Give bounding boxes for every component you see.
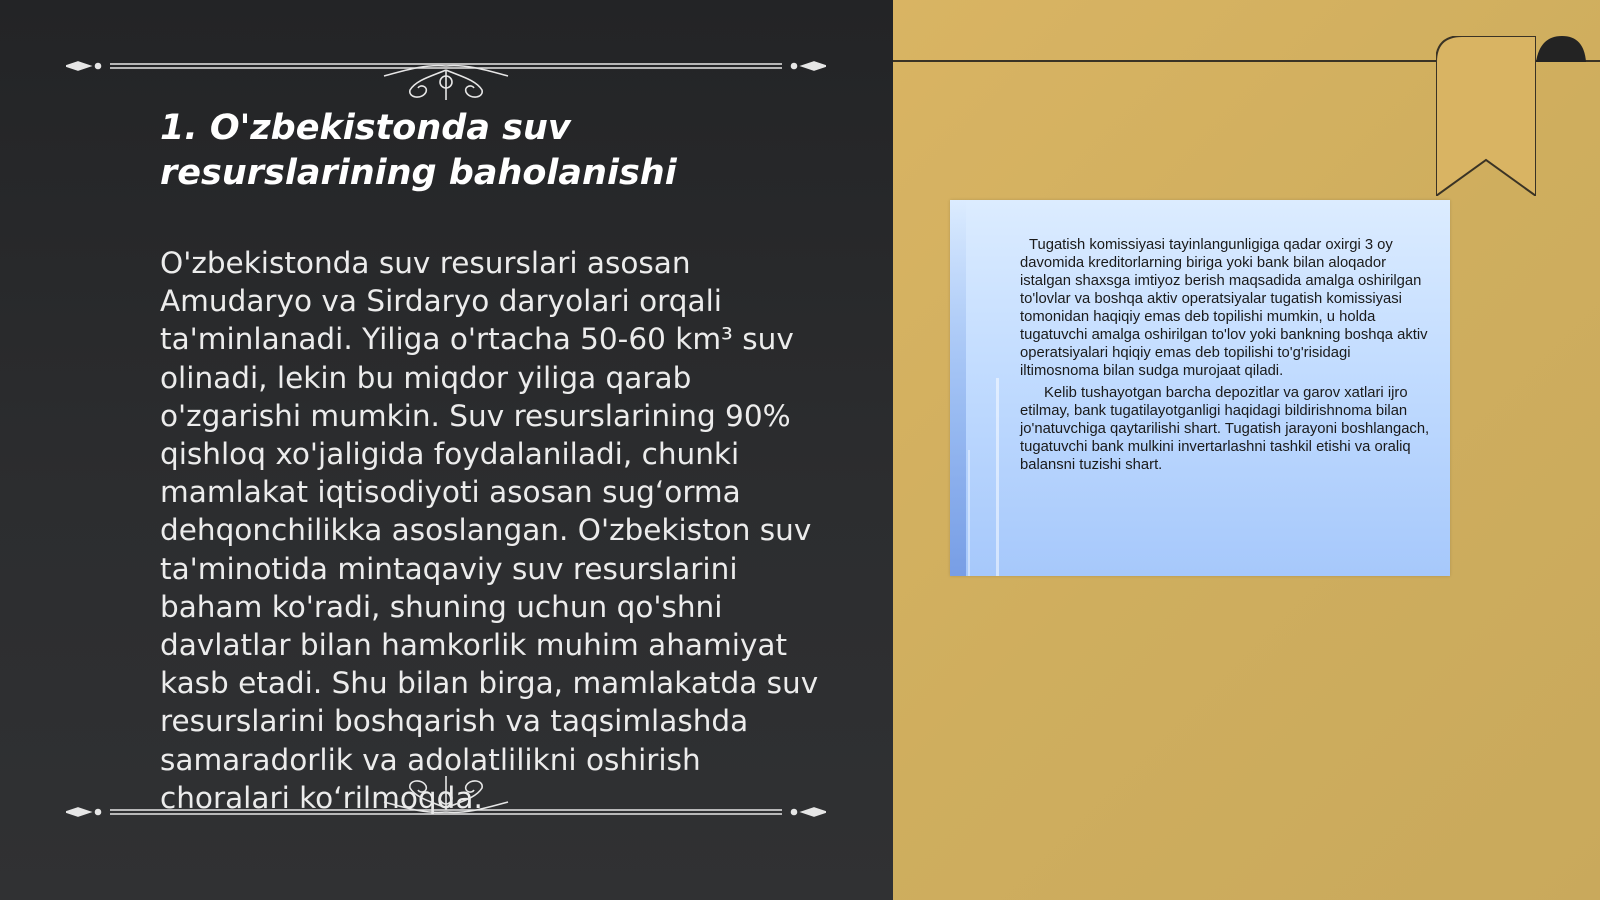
slide-title: 1. O'zbekistonda suv resurslarining baholanishi — [160, 108, 677, 193]
slide-body-text: O'zbekistonda suv resurslari asosan Amudaryo va Sirdaryo daryolari orqali ta'minlanadi. Yiliga o'rtacha 50-60 km³ suv olinadi, lekin bu miqdor yiliga qarab o'zgarishi mumkin. Suv resurslarining 90% qishloq xo'jaligida foydalaniladi, chunki mamlakat iqtisodiyoti asosan sug‘orma dehqonchilikka asoslangan. O'zbekiston suv ta'minotida mintaqaviy suv resurslarini baham ko'radi, shuning uchun qo'shni davlatlar bilan hamkorlik muhim ahamiyat kasb etadi. Shu bilan birga, mamlakatda suv resurslarini boshqarish va taqsimlashda samaradorlik va adolatlilikni oshirish choralari ko‘rilmoqda. — [160, 246, 819, 815]
document-text — [1020, 236, 1432, 474]
document-paragraph-2: Kelib tushayotgan barcha depozitlar va garov xatlari ijro etilmay, bank tugatilayotganligi haqidagi bildirishnoma bilan jo'natuvchiga qaytarilishi shart. Tugatish jarayoni boshlangach, tugatuvchi bank mulkini invertarlashni tashkil etishi va oraliq balansni tuzishi shart. — [1020, 385, 1430, 473]
ornament-divider-top-icon — [66, 50, 826, 100]
ornament-divider-bottom-icon — [66, 776, 826, 826]
bookmark-curl-icon — [1536, 36, 1586, 66]
image-edge-stripe — [950, 200, 966, 576]
document-image — [950, 200, 1450, 576]
image-light-stripe — [968, 450, 970, 576]
bookmark-ribbon-icon — [1436, 36, 1536, 196]
document-paragraph-1: Tugatish komissiyasi tayinlangunligiga qadar oxirgi 3 oy davomida kreditorlarning biriga yoki bank bilan aloqador istalgan shaxsga imtiyoz berish maqsadida amalga oshirilgan to'lovlar va boshqa aktiv operatsiyalar tugatish komissiyasi tomonidan haqiqiy emas deb topilishi mumkin, u holda tugatuvchi amalga oshirilgan to'lov yoki bankning boshqa aktiv operatsiyalari hqiqiy emas deb topilishi to'g'risidagi iltimosnoma bilan sudga murojaat qiladi. — [1020, 237, 1428, 379]
image-light-stripe — [996, 378, 999, 576]
